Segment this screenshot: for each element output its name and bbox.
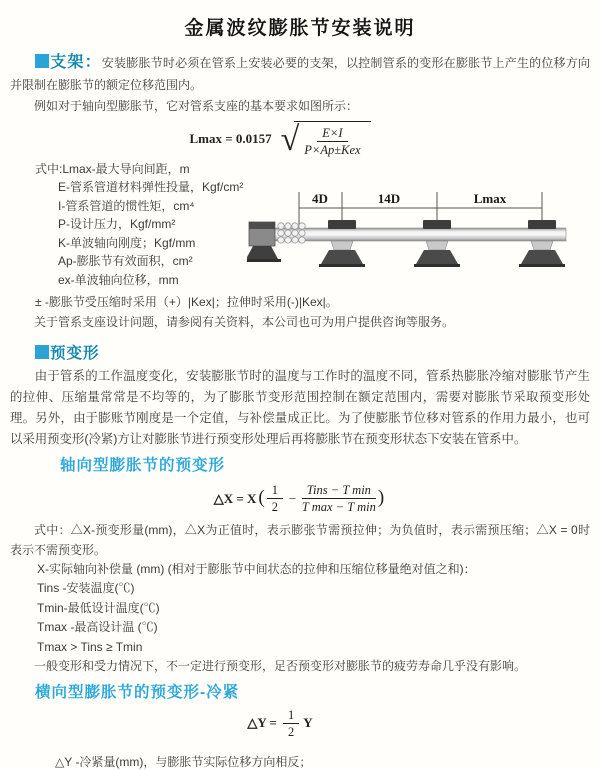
page-title: 金属波纹膨胀节安装说明 [184, 18, 416, 39]
definition-line: Ap-膨胀节有效面积，cm² [58, 254, 193, 269]
definition-line: K-单波轴向刚度；Kgf/mm [58, 235, 196, 250]
bellows-icon [278, 223, 305, 243]
lateral-subheading: 横向型膨胀节的预变形-冷紧 [35, 683, 240, 701]
radical-sign-icon: √ [280, 121, 300, 158]
predeform-heading-label: 预变形 [50, 344, 100, 362]
lmax-fraction-denominator: P×Ap±Kex [304, 143, 361, 158]
axial-subheading: 轴向型膨胀节的预变形 [60, 456, 226, 474]
radicand [294, 121, 370, 158]
axial-formula-lhs: △X = X [213, 490, 257, 506]
support-intro-text: 安装膨胀节时必须在管系上安装必要的支架，以控制管系的变形在膨胀节上产生的位移方向并限制在膨胀节的额定位移范围内。 [10, 56, 590, 92]
close-paren: ) [377, 486, 385, 508]
open-paren: ( [258, 486, 265, 508]
radical-expression [281, 121, 371, 158]
lateral-formula [0, 708, 560, 740]
lateral-note: △Y -冷紧量(mm)，与膨胀节实际位移方向相反； [55, 755, 312, 770]
section-marker-icon [35, 54, 49, 68]
pipe-support-icon [519, 220, 565, 267]
pipe-support-icon [319, 220, 365, 267]
axial-definition-line: X-实际轴向补偿量 (mm) (相对于膨胀节中间状态的拉伸和压缩位移量绝对值之和)： [37, 561, 476, 576]
definitions-and-diagram [0, 160, 600, 290]
definition-line: 式中:Lmax-最大导向间距，m [35, 161, 190, 176]
lateral-formula-rhs: Y [303, 715, 313, 731]
pipe-support-diagram [247, 188, 597, 284]
half-fraction [283, 708, 299, 740]
definition-line: I-管系管道的惯性矩，cm⁴ [58, 198, 195, 213]
lateral-formula-lhs: △Y = [247, 715, 277, 731]
half-numerator: 1 [267, 483, 283, 499]
minus-sign: − [288, 490, 297, 506]
definition-line: P-设计压力，Kgf/mm² [58, 217, 176, 232]
predeform-paragraph: 由于管系的工作温度变化，安装膨胀节时的温度与工作时的温度不同，管系热膨胀冷缩对膨胀节产生的拉伸、压缩量常常是不均等的，为了膨胀节变形范围控制在额定范围内，需要对膨胀节采取预变形处理。另外，由于膨账节刚度是一个定值，与补偿量成正比。为了使膨胀节位移对管系的作用力最小，也可以采用预变形(冷紧)方让对膨胀节进行预变形处理后再将膨胀节在预变形状态下安装在管系中。 [10, 368, 590, 446]
support-heading-label: 支架 [50, 54, 85, 71]
definition-line: E-管系管道材料弹性投量，Kgf/cm² [58, 180, 244, 195]
lmax-formula [0, 121, 560, 158]
dim-label-4d: 4D [312, 190, 328, 206]
definition-line: ex-单波轴向位移，mm [58, 272, 179, 287]
support-section-heading [35, 54, 102, 71]
half-denominator: 2 [287, 724, 295, 739]
axial-formula [0, 483, 600, 515]
half-numerator: 1 [283, 708, 299, 724]
axial-definition-line: Tmin-最低设计温度(℃) [37, 600, 160, 615]
support-heading-colon: ： [84, 54, 102, 71]
lmax-fraction-numerator: E×I [317, 126, 347, 142]
axial-definition-line: Tmax > Tins ≥ Tmin [37, 639, 143, 654]
dim-label-lmax: Lmax [473, 190, 507, 206]
support-section-lead [10, 52, 590, 96]
lmax-fraction [304, 126, 360, 158]
axial-definition-line: Tins -安装温度(℃) [37, 581, 135, 595]
temperature-fraction [302, 483, 376, 515]
predeform-section-heading [35, 341, 600, 363]
plus-minus-note: ± -膨胀节受压缩时采用（+）|Kex|；拉伸时采用(-)|Kex|。 [35, 294, 338, 309]
temp-numerator: Tins − T min [302, 483, 376, 499]
dim-label-14d: 14D [377, 190, 401, 206]
support-example-line: 例如对于轴向型膨胀节，它对管系支座的基本要求如图所示： [34, 99, 359, 113]
lmax-formula-lhs: Lmax = 0.0157 [189, 131, 272, 147]
pipe-support-icon [414, 220, 460, 267]
temp-denominator: T max − T min [301, 500, 376, 515]
half-fraction [267, 483, 283, 515]
axial-note: 一般变形和受力情况下，不一定进行预变形，足否预变形对膨胀节的疲劳寿命几乎没有影响。 [34, 659, 527, 673]
axial-definition-line: Tmax -最高设计温 (℃) [37, 620, 158, 634]
section-marker-icon [35, 345, 49, 359]
half-denominator: 2 [271, 500, 278, 515]
axial-explain: 式中：△X-预变形量(mm)，△X为正值时，表示膨张节需预拉伸；为负值时，表示需预压缩；△X = 0时表示不需预变形。 [10, 522, 590, 557]
consult-note: 关于管系支座设计问题，请参阅有关资料，本公司也可为用户提供咨询等服务。 [34, 314, 455, 329]
